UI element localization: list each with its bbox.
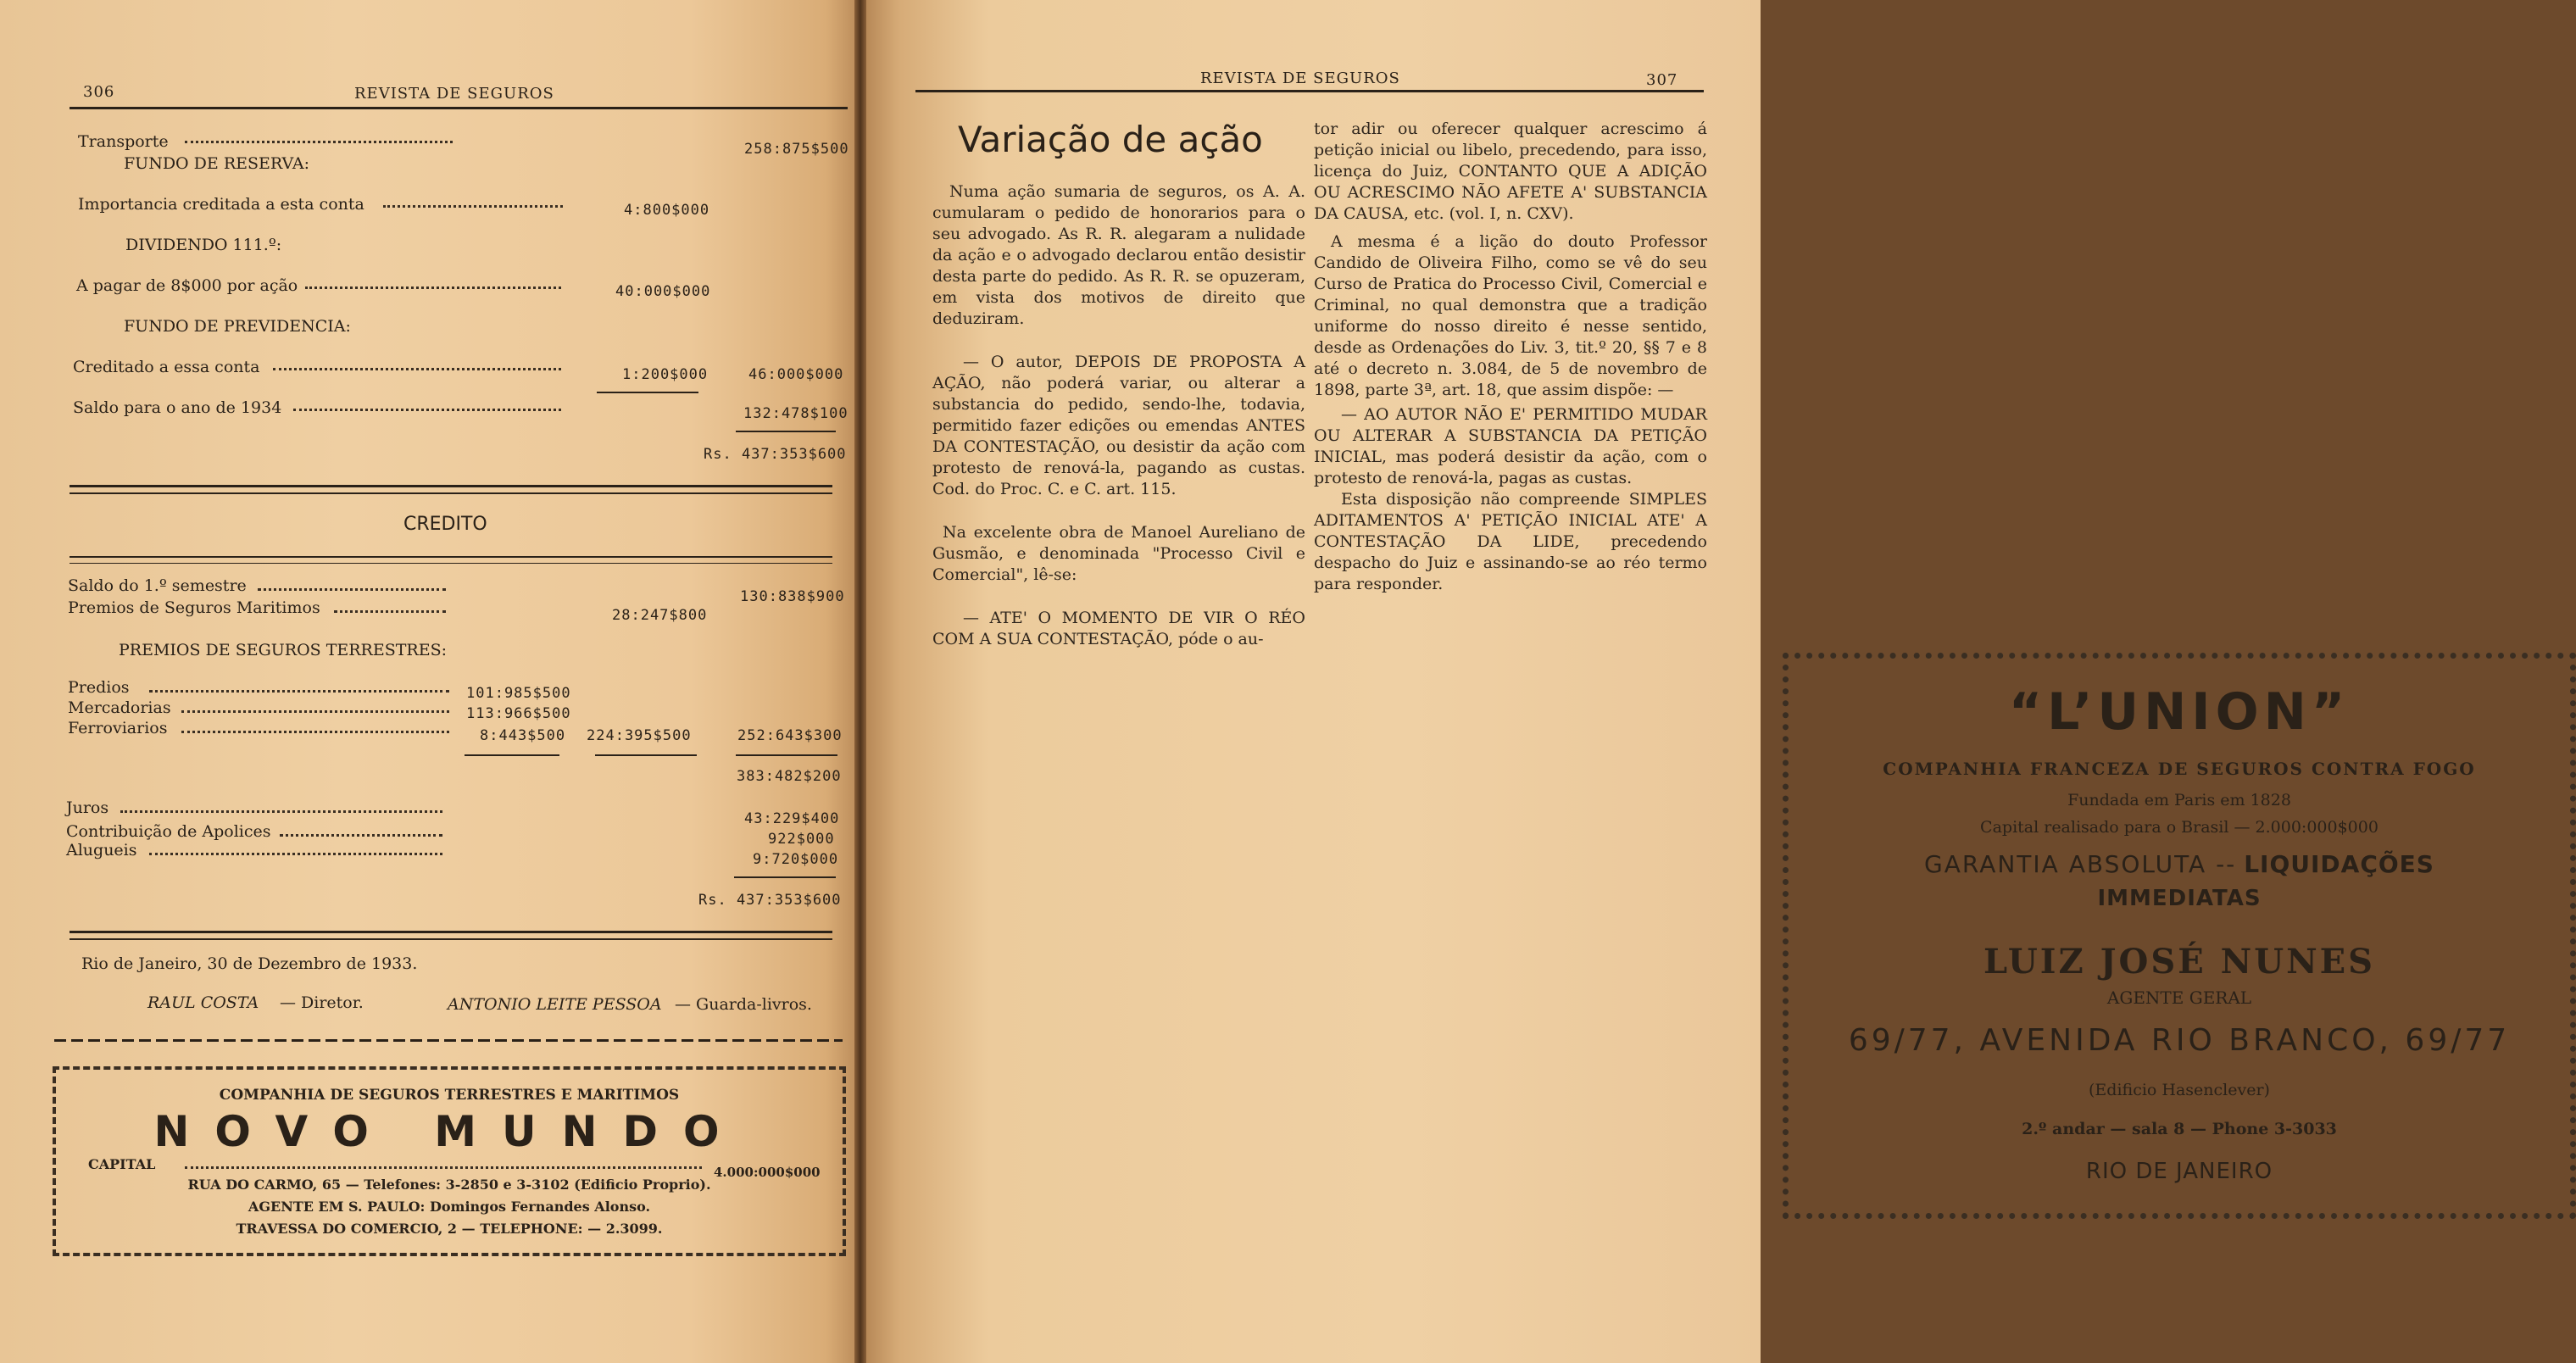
premios-total: 252:643$300 — [737, 727, 843, 744]
book-gutter — [854, 0, 866, 1363]
section-rule — [70, 492, 832, 494]
fundo-reserva-title: FUNDO DE RESERVA: — [124, 154, 310, 173]
alugueis-label: Alugueis — [66, 841, 137, 860]
alugueis-amount: 9:720$000 — [753, 851, 839, 868]
leader-dots — [149, 690, 449, 693]
ad-address: 69/77, AVENIDA RIO BRANCO, 69/77 — [1848, 1023, 2511, 1058]
sum-rule — [597, 392, 698, 393]
debit-total: Rs. 437:353$600 — [704, 446, 847, 463]
leader-dots — [293, 409, 561, 411]
header-rule — [915, 90, 1704, 92]
page-number: 307 — [1646, 71, 1678, 89]
transporte-amount: 258:875$500 — [744, 141, 849, 158]
ad-city: RIO DE JANEIRO — [2085, 1159, 2273, 1184]
ferroviarios-amount: 8:443$500 — [480, 727, 566, 744]
article-column-2 — [1314, 119, 1707, 595]
director-role: — Diretor. — [280, 993, 364, 1012]
ad-agent-role: AGENTE GERAL — [2106, 987, 2252, 1008]
article-paragraph: — O autor, DEPOIS DE PROPOSTA A AÇÃO, não poderá variar, ou alterar a substancia do pedido, sendo-lhe, todavia, permitido fazer edições ou emendas ANTES DA CONTESTAÇÃO, ou desistir da ação com protesto de renová-la, pagando as custas. Cod. do Proc. C. e C. art. 115. — [932, 353, 1305, 498]
leader-dots — [280, 834, 442, 837]
dividendo-label: A pagar de 8$000 por ação — [76, 276, 298, 295]
bookkeeper-name: ANTONIO LEITE PESSOA — [448, 995, 662, 1014]
fundo-previdencia-subtotal: 46:000$000 — [748, 366, 844, 383]
section-rule — [70, 931, 832, 933]
ferroviarios-label: Ferroviarios — [68, 719, 168, 737]
sum-rule — [734, 876, 836, 878]
ad-building: (Edificio Hasenclever) — [2089, 1081, 2270, 1099]
page-number: 306 — [83, 83, 115, 101]
section-rule — [70, 563, 832, 564]
ad-company-line: COMPANHIA DE SEGUROS TERRESTRES E MARITIMOS — [219, 1087, 680, 1104]
leader-dots — [120, 810, 442, 813]
dashed-divider — [54, 1039, 843, 1042]
predios-amount: 101:985$500 — [466, 685, 571, 702]
sum-rule — [595, 754, 697, 756]
premios-maritimos-amount: 28:247$800 — [612, 607, 708, 624]
header-rule — [70, 107, 848, 109]
saldo-semestre-amount: 130:838$900 — [740, 588, 845, 605]
leader-dots — [258, 588, 446, 591]
right-page — [863, 0, 2511, 1363]
leader-dots — [383, 205, 563, 208]
sum-rule — [736, 754, 837, 756]
article-paragraph: — ATE' O MOMENTO DE VIR O RÉO COM A SUA CONTESTAÇÃO, póde o au- — [932, 609, 1305, 648]
fundo-previdencia-label: Creditado a essa conta — [73, 358, 260, 376]
ad-line-4 — [1789, 850, 2570, 878]
ad-line-1: COMPANHIA FRANCEZA DE SEGUROS CONTRA FOGO — [1883, 759, 2476, 779]
ad-floor: 2.º andar — sala 8 — Phone 3-3033 — [2022, 1120, 2337, 1138]
ad-agent-address: TRAVESSA DO COMERCIO, 2 — TELEPHONE: — 2.3099. — [236, 1221, 663, 1237]
credit-total: Rs. 437:353$600 — [698, 892, 842, 909]
fundo-previdencia-amount: 1:200$000 — [622, 366, 709, 383]
juros-label: Juros — [66, 798, 109, 817]
dividendo-amount: 40:000$000 — [615, 283, 711, 300]
director-name: RAUL COSTA — [147, 993, 259, 1012]
bookkeeper-role: — Guarda-livros. — [675, 995, 812, 1014]
leader-dots — [149, 853, 442, 855]
fundo-reserva-amount: 4:800$000 — [624, 202, 710, 219]
running-total: 383:482$200 — [737, 768, 842, 785]
credito-title: CREDITO — [403, 514, 487, 535]
article-title: Variação de ação — [958, 119, 1263, 160]
lunion-ad — [1783, 653, 2576, 1219]
ad-capital-label: CAPITAL — [88, 1156, 156, 1172]
ad-line-4a: GARANTIA ABSOLUTA -- — [1924, 850, 2237, 878]
contribuicao-amount: 922$000 — [768, 831, 835, 848]
saldo-amount: 132:478$100 — [743, 405, 848, 422]
fundo-reserva-label: Importancia creditada a esta conta — [78, 195, 364, 214]
ad-agent-name: LUIZ JOSÉ NUNES — [1983, 942, 2376, 982]
sum-rule — [736, 431, 836, 432]
transporte-label: Transporte — [78, 132, 169, 151]
novo-mundo-ad — [53, 1066, 846, 1256]
article-paragraph: — AO AUTOR NÃO E' PERMITIDO MUDAR OU ALTERAR A SUBSTANCIA DA PETIÇÃO INICIAL, mas poderá desistir da ação, com o protesto de renová-la, pagas as custas. — [1314, 405, 1707, 487]
article-paragraph: A mesma é a lição do douto Professor Candido de Oliveira Filho, como se vê do seu Curso de Pratica do Processo Civil, Comercial e Criminal, no qual demonstra que a tradição uniforme do nosso direito é nesse sentido, desde as Ordenações do Liv. 3, tit.º 20, §§ 7 e 8 até o decreto n. 3.084, de 5 de novembro de 1898, parte 3ª, art. 18, que assim dispõe: — — [1314, 232, 1707, 399]
leader-dots — [185, 1166, 702, 1169]
ad-line-3: Capital realisado para o Brasil — 2.000:000$000 — [1980, 818, 2378, 837]
premios-maritimos-label: Premios de Seguros Maritimos — [68, 598, 320, 617]
terrestres-title: PREMIOS DE SEGUROS TERRESTRES: — [119, 641, 448, 659]
predios-label: Predios — [68, 678, 130, 697]
terrestres-total: 224:395$500 — [587, 727, 692, 744]
ad-line-5: IMMEDIATAS — [2097, 886, 2262, 911]
juros-amount: 43:229$400 — [744, 810, 840, 827]
running-header: REVISTA DE SEGUROS — [354, 85, 554, 103]
leader-dots — [181, 731, 449, 733]
section-rule — [70, 938, 832, 940]
ad-company-name: NOVO MUNDO — [153, 1107, 745, 1156]
fundo-previdencia-title: FUNDO DE PREVIDENCIA: — [124, 317, 351, 336]
ad-agent: AGENTE EM S. PAULO: Domingos Fernandes Alonso. — [248, 1199, 651, 1215]
sum-rule — [465, 754, 559, 756]
leader-dots — [273, 368, 561, 370]
article-column-1 — [932, 181, 1305, 650]
article-paragraph: Na excelente obra de Manoel Aureliano de Gusmão, e denominada "Processo Civil e Comercial", lê-se: — [932, 523, 1305, 584]
saldo-label: Saldo para o ano de 1934 — [73, 398, 282, 417]
article-paragraph: Esta disposição não compreende SIMPLES ADITAMENTOS A' PETIÇÃO INICIAL ATE' A CONTESTAÇÃO DA LIDE, precedendo despacho do Juiz e assinando-se ao réo termo para responder. — [1314, 490, 1707, 593]
ad-company-name: “L’UNION” — [2008, 682, 2351, 742]
ad-line-4b: LIQUIDAÇÕES — [2244, 850, 2434, 878]
contribuicao-label: Contribuição de Apolices — [66, 822, 271, 841]
dividendo-title: DIVIDENDO 111.º: — [125, 236, 282, 254]
mercadorias-label: Mercadorias — [68, 698, 171, 717]
leader-dots — [181, 710, 449, 713]
article-paragraph: Numa ação sumaria de seguros, os A. A. cumularam o pedido de honorarios para o seu advogado. As R. R. alegaram a nulidade da ação e o advogado declarou então desistir desta parte do pedido. As R. R. se opuzeram, em vista dos motivos de direito que deduziram. — [932, 182, 1305, 328]
leader-dots — [185, 141, 453, 143]
mercadorias-amount: 113:966$500 — [466, 705, 571, 722]
leader-dots — [334, 610, 446, 613]
section-rule — [70, 556, 832, 558]
leader-dots — [305, 287, 561, 289]
ad-address: RUA DO CARMO, 65 — Telefones: 3-2850 e 3-3102 (Edificio Proprio). — [187, 1177, 711, 1193]
left-page — [0, 0, 860, 1363]
article-paragraph: tor adir ou oferecer qualquer acrescimo á petição inicial ou libelo, precedendo, para isso, licença do Juiz, CONTANTO QUE A ADIÇÃO OU ACRESCIMO NÃO AFETE A' SUBSTANCIA DA CAUSA, etc. (vol. I, n. CXV). — [1314, 120, 1707, 223]
saldo-semestre-label: Saldo do 1.º semestre — [68, 576, 247, 595]
ad-capital-value: 4.000:000$000 — [714, 1165, 821, 1180]
ad-line-2: Fundada em Paris em 1828 — [2067, 791, 2291, 809]
section-rule — [70, 485, 832, 487]
date-line: Rio de Janeiro, 30 de Dezembro de 1933. — [81, 954, 418, 973]
running-header: REVISTA DE SEGUROS — [1200, 70, 1400, 87]
